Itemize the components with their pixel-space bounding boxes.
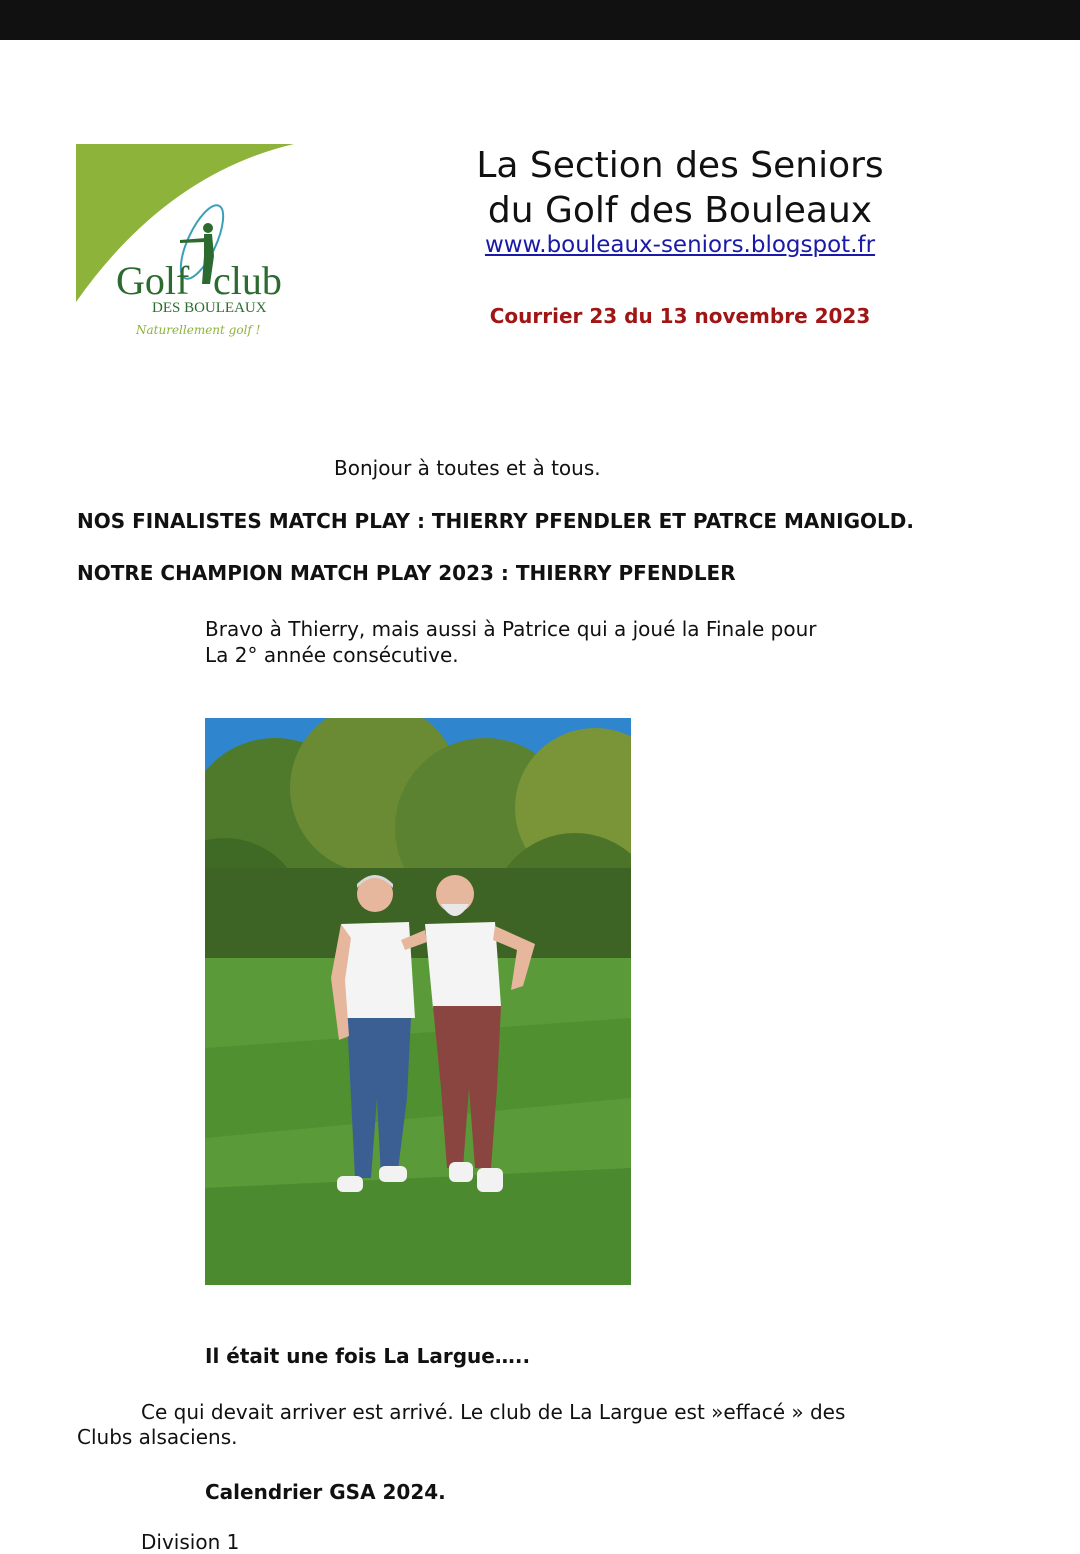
page-title-line1: La Section des Seniors [476, 145, 884, 186]
calendar-heading: Calendrier GSA 2024. [205, 1480, 446, 1504]
status-bar [0, 0, 1080, 40]
largue-line2: Clubs alsaciens. [77, 1425, 238, 1449]
page-title-line2: du Golf des Bouleaux [487, 190, 873, 231]
logo-subtitle: DES BOULEAUX [152, 300, 267, 316]
golf-club-logo [76, 144, 296, 344]
logo-tagline: Naturellement golf ! [136, 323, 261, 337]
champions-photo [205, 718, 631, 1285]
courrier-date: Courrier 23 du 13 novembre 2023 [489, 304, 871, 328]
website-link[interactable]: www.bouleaux-seniors.blogspot.fr [484, 232, 876, 258]
bravo-line1: Bravo à Thierry, mais aussi à Patrice qui a joué la Finale pour [205, 617, 817, 641]
finalists-heading: NOS FINALISTES MATCH PLAY : THIERRY PFENDLER ET PATRCE MANIGOLD. [77, 509, 914, 533]
logo-word-club: club [213, 258, 282, 303]
greeting: Bonjour à toutes et à tous. [334, 456, 601, 480]
largue-line1: Ce qui devait arriver est arrivé. Le club de La Largue est »effacé » des [141, 1400, 846, 1424]
bravo-line2: La 2° année consécutive. [205, 643, 459, 667]
logo-word-golf: Golf [116, 258, 190, 303]
division-label: Division 1 [141, 1530, 240, 1554]
champion-heading: NOTRE CHAMPION MATCH PLAY 2023 : THIERRY PFENDLER [77, 561, 736, 585]
largue-heading: Il était une fois La Largue….. [205, 1344, 531, 1368]
